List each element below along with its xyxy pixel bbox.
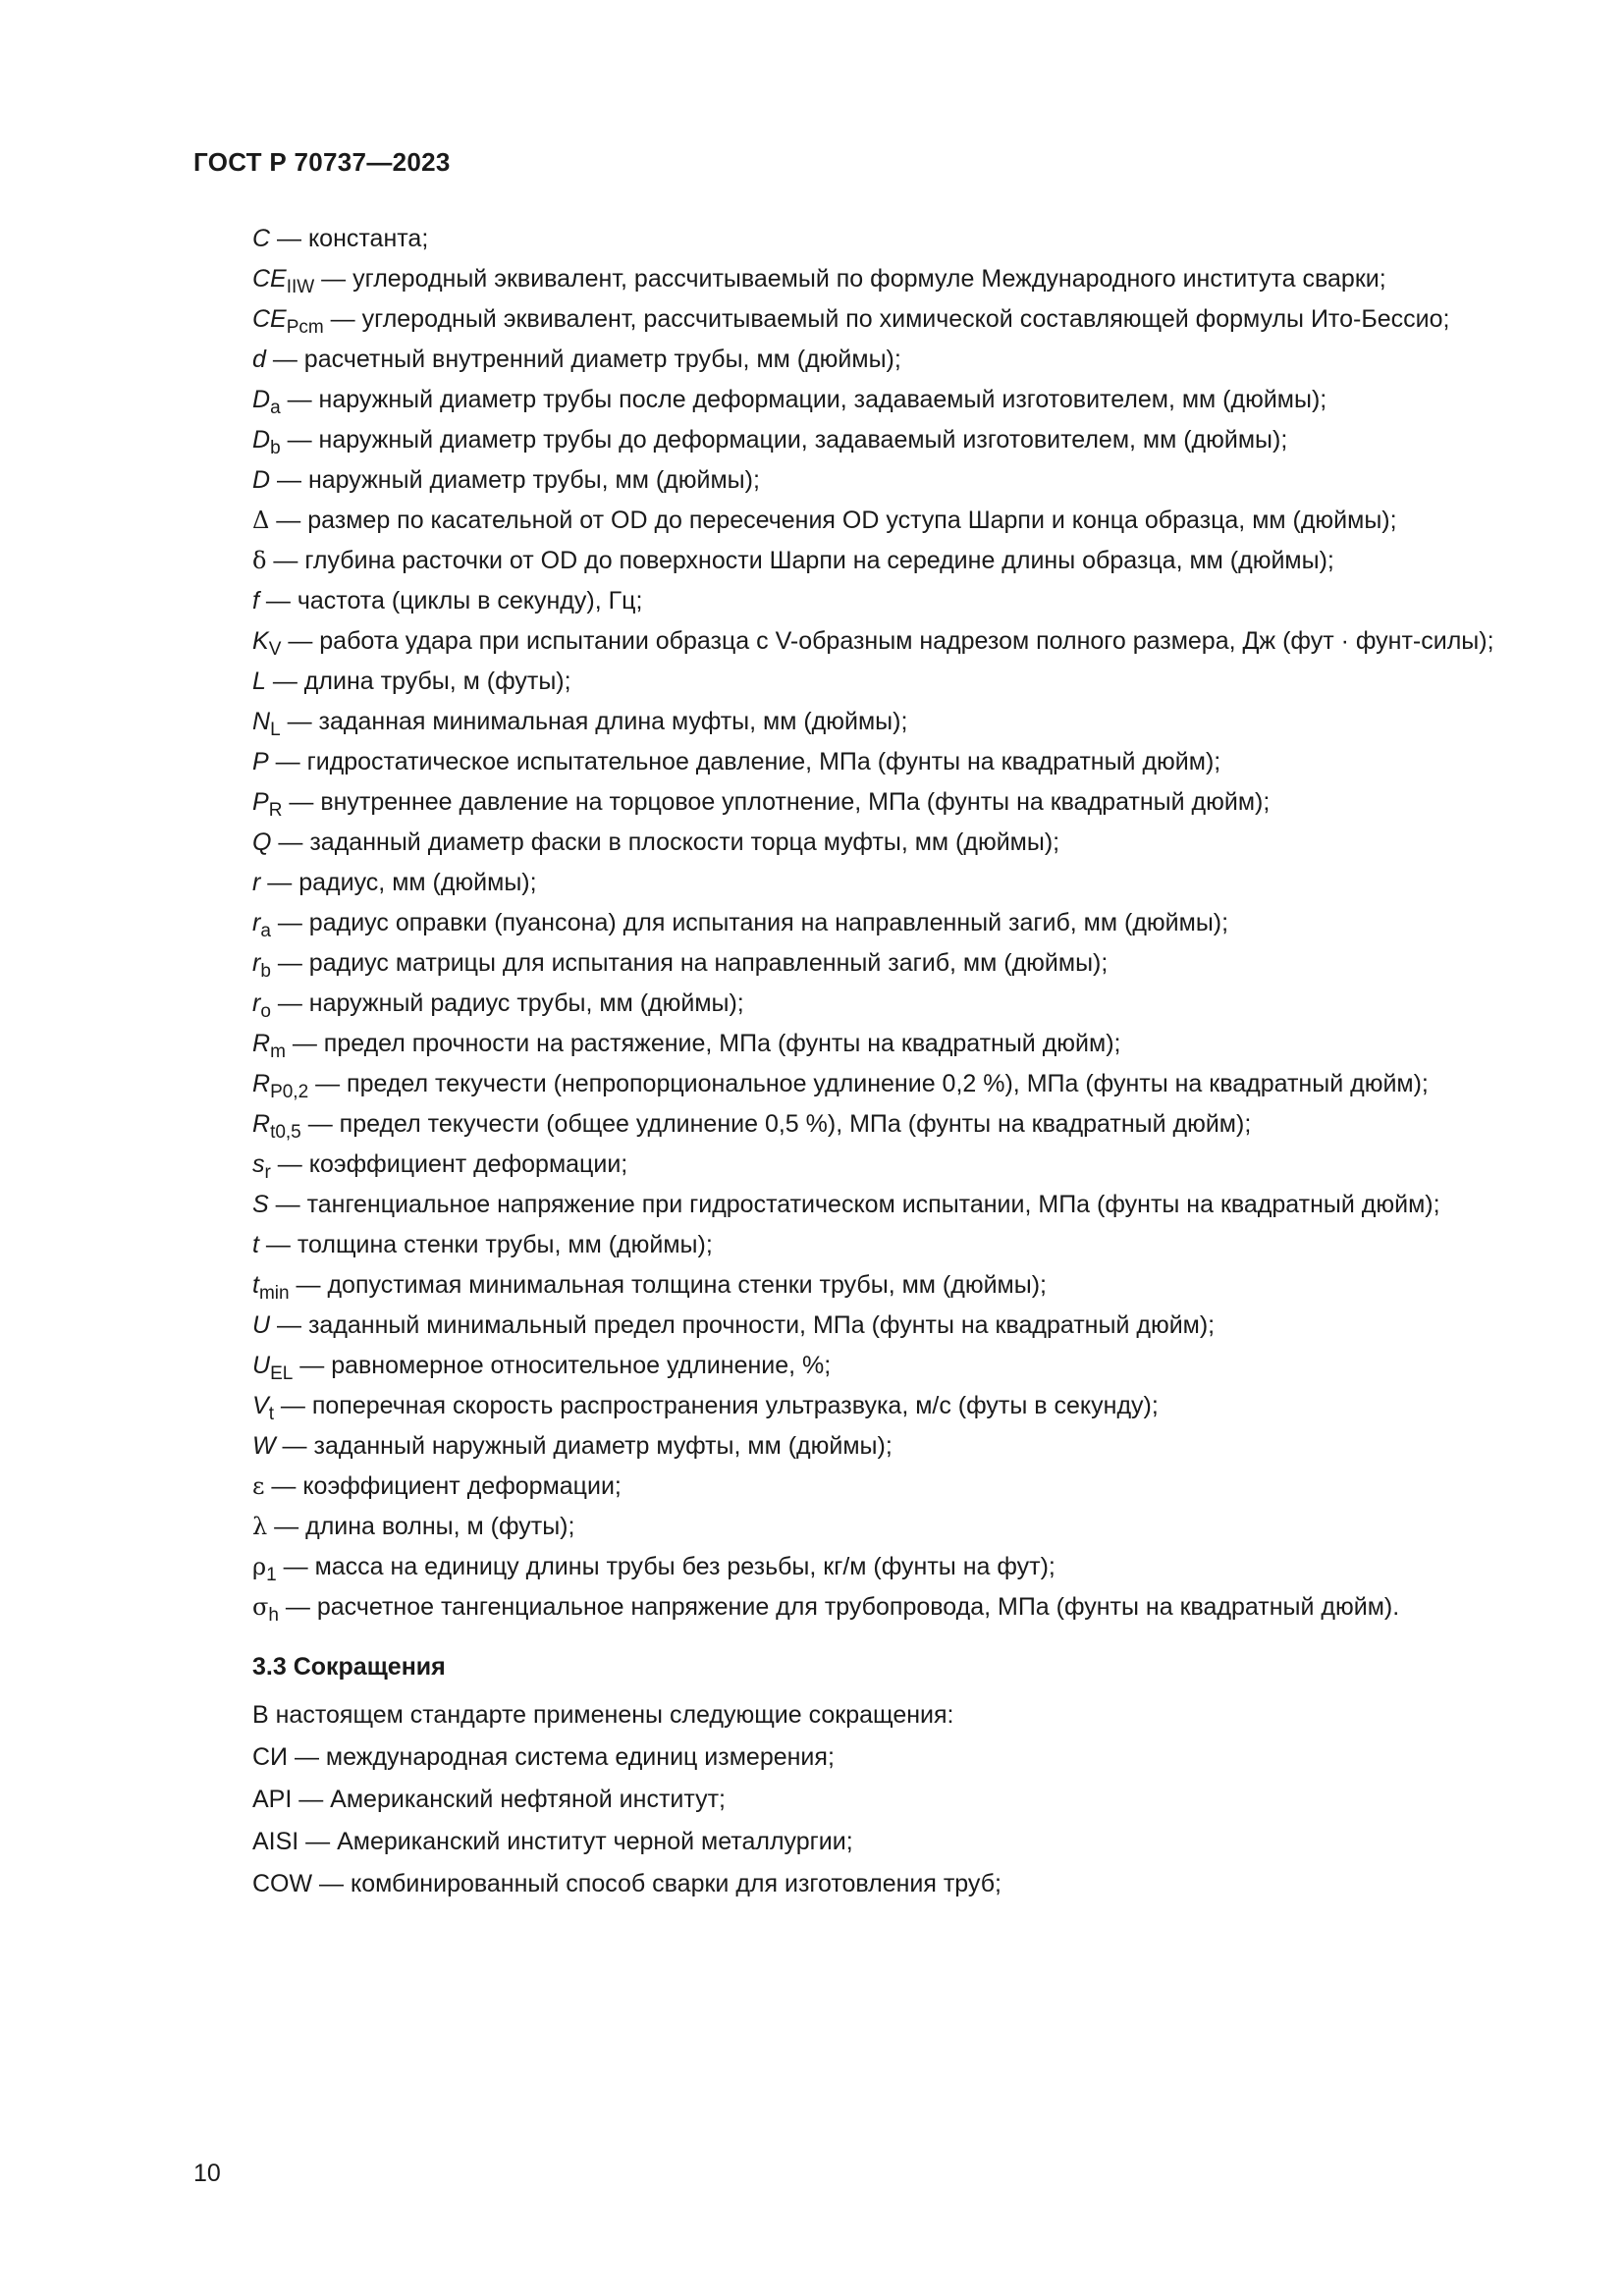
- definition-text: — заданная минимальная длина муфты, мм (дюймы);: [280, 708, 908, 735]
- definition-item: [193, 747, 1509, 777]
- definition-item: [193, 948, 1509, 982]
- symbol: f: [252, 587, 259, 614]
- symbol: r: [252, 869, 261, 896]
- symbol: σ: [252, 1593, 269, 1621]
- symbol-subscript: t: [268, 1404, 274, 1424]
- definition-text: — предел текучести (непропорциональное удлинение 0,2 %), МПа (фунты на квадратный дюйм);: [308, 1070, 1429, 1097]
- definition-item: [193, 1230, 1509, 1260]
- symbol: N: [252, 708, 271, 735]
- symbol: D: [252, 466, 271, 494]
- definition-item: [193, 1149, 1509, 1183]
- definition-text: — коэффициент деформации;: [270, 1150, 628, 1178]
- definition-item: [193, 264, 1509, 297]
- definition-text: — расчетное тангенциальное напряжение для трубопровода, МПа (фунты на квадратный дюйм).: [278, 1593, 1400, 1621]
- definition-text: — радиус матрицы для испытания на направленный загиб, мм (дюймы);: [270, 949, 1109, 977]
- abbreviation-item: API — Американский нефтяной институт;: [252, 1786, 726, 1813]
- definition-text: — предел текучести (общее удлинение 0,5 %), МПа (фунты на квадратный дюйм);: [300, 1110, 1252, 1138]
- definition-text: — длина трубы, м (футы);: [265, 667, 571, 695]
- definition-item: [193, 224, 1509, 254]
- definition-text: — радиус, мм (дюймы);: [260, 869, 537, 896]
- symbol: Δ: [252, 507, 270, 534]
- definition-item: [193, 465, 1509, 496]
- document-body: [193, 224, 1509, 1911]
- symbol: r: [252, 909, 261, 936]
- definition-text: — длина волны, м (футы);: [267, 1513, 575, 1540]
- definition-text: — масса на единицу длины трубы без резьбы, кг/м (фунты на фут);: [276, 1553, 1056, 1580]
- symbol-subscript: V: [268, 639, 282, 660]
- definition-item: [193, 1391, 1509, 1424]
- symbol: C: [252, 225, 271, 252]
- definition-item: [193, 868, 1509, 898]
- definition-text: — наружный радиус трубы, мм (дюймы);: [270, 989, 744, 1017]
- definition-text: — предел прочности на растяжение, МПа (фунты на квадратный дюйм);: [285, 1030, 1121, 1057]
- definition-item: [193, 1310, 1509, 1341]
- definition-text: — заданный наружный диаметр муфты, мм (дюймы);: [275, 1432, 893, 1460]
- definition-text: — глубина расточки от OD до поверхности Шарпи на середине длины образца, мм (дюймы);: [266, 547, 1334, 574]
- symbol-subscript: o: [260, 1001, 271, 1022]
- definition-item: [193, 304, 1509, 338]
- symbol: U: [252, 1311, 271, 1339]
- definition-item: [193, 1190, 1509, 1220]
- abbreviation-item: AISI — Американский институт черной металлургии;: [252, 1828, 853, 1855]
- symbol-subscript: EL: [270, 1363, 294, 1384]
- definition-item: [193, 1270, 1509, 1304]
- symbol: R: [252, 1070, 271, 1097]
- symbol-subscript: IIW: [286, 277, 315, 297]
- definition-text: — внутреннее давление на торцовое уплотнение, МПа (фунты на квадратный дюйм);: [282, 788, 1271, 816]
- definition-text: — наружный диаметр трубы, мм (дюймы);: [270, 466, 760, 494]
- definition-text: — углеродный эквивалент, рассчитываемый по формуле Международного института сварки;: [314, 265, 1386, 293]
- symbol: W: [252, 1432, 276, 1460]
- definition-text: — поперечная скорость распространения ультразвука, м/с (футы в секунду);: [273, 1392, 1159, 1419]
- definition-text: — допустимая минимальная толщина стенки трубы, мм (дюймы);: [289, 1271, 1047, 1299]
- symbol: r: [252, 989, 261, 1017]
- definition-item: [193, 1592, 1509, 1626]
- symbol: t: [252, 1231, 259, 1258]
- definition-text: — равномерное относительное удлинение, %;: [293, 1352, 832, 1379]
- symbol: U: [252, 1352, 271, 1379]
- definition-item: [193, 1109, 1509, 1143]
- section-intro: В настоящем стандарте применены следующие сокращения:: [252, 1701, 954, 1729]
- definition-item: [193, 506, 1509, 536]
- page-number: 10: [193, 2160, 221, 2187]
- page-header: ГОСТ Р 70737—2023: [193, 147, 451, 177]
- symbol: P: [252, 748, 269, 775]
- symbol: V: [252, 1392, 269, 1419]
- abbreviation-item: СИ — международная система единиц измерения;: [252, 1743, 835, 1771]
- definition-item: [193, 908, 1509, 941]
- definition-item: [193, 546, 1509, 576]
- definition-item: [193, 707, 1509, 740]
- definition-text: — размер по касательной от OD до пересечения OD уступа Шарпи и конца образца, мм (дюймы);: [269, 507, 1397, 534]
- symbol-subscript: m: [270, 1041, 286, 1062]
- definition-text: — константа;: [270, 225, 429, 252]
- symbol: L: [252, 667, 266, 695]
- definition-item: [193, 425, 1509, 458]
- symbol-subscript: h: [268, 1605, 279, 1626]
- definition-text: — заданный минимальный предел прочности, МПа (фунты на квадратный дюйм);: [270, 1311, 1216, 1339]
- symbol-subscript: b: [270, 438, 281, 458]
- definition-item: [193, 787, 1509, 821]
- definition-item: [193, 1029, 1509, 1062]
- definition-item: [193, 385, 1509, 418]
- symbol-subscript: t0,5: [270, 1122, 301, 1143]
- definition-text: — тангенциальное напряжение при гидростатическом испытании, МПа (фунты на квадратный дюйм);: [268, 1191, 1440, 1218]
- symbol: r: [252, 949, 261, 977]
- symbol-subscript: a: [270, 398, 281, 418]
- definition-item: [193, 1552, 1509, 1585]
- abbreviation-item: COW — комбинированный способ сварки для изготовления труб;: [252, 1870, 1001, 1897]
- definition-item: [193, 1351, 1509, 1384]
- symbol-subscript: b: [260, 961, 271, 982]
- definition-text: — углеродный эквивалент, рассчитываемый по химической составляющей формулы Ито-Бессио;: [323, 305, 1450, 333]
- definition-text: — работа удара при испытании образца с V-образным надрезом полного размера, Дж (фут · фунт-силы);: [281, 627, 1494, 655]
- symbol: P: [252, 788, 269, 816]
- definition-item: [193, 345, 1509, 375]
- definition-text: — заданный диаметр фаски в плоскости торца муфты, мм (дюймы);: [271, 828, 1060, 856]
- symbol: s: [252, 1150, 265, 1178]
- symbol: Q: [252, 828, 272, 856]
- definition-item: [193, 1471, 1509, 1502]
- definition-text: — радиус оправки (пуансона) для испытания на направленный загиб, мм (дюймы);: [270, 909, 1229, 936]
- definition-text: — коэффициент деформации;: [264, 1472, 622, 1500]
- definition-item: [193, 1512, 1509, 1542]
- section-title: 3.3 Сокращения: [252, 1653, 446, 1681]
- symbol: CE: [252, 305, 287, 333]
- symbol-subscript: min: [258, 1283, 290, 1304]
- definition-text: — частота (циклы в секунду), Гц;: [258, 587, 643, 614]
- symbol: d: [252, 346, 266, 373]
- definition-item: [193, 626, 1509, 660]
- symbol: S: [252, 1191, 269, 1218]
- symbol: K: [252, 627, 269, 655]
- definition-item: [193, 1069, 1509, 1102]
- symbol-subscript: 1: [266, 1565, 277, 1585]
- definition-item: [193, 988, 1509, 1022]
- definition-item: [193, 828, 1509, 858]
- definition-text: — наружный диаметр трубы до деформации, задаваемый изготовителем, мм (дюймы);: [280, 426, 1288, 454]
- symbol: D: [252, 426, 271, 454]
- symbol-subscript: a: [260, 921, 271, 941]
- definition-text: — расчетный внутренний диаметр трубы, мм (дюймы);: [265, 346, 901, 373]
- symbol-subscript: R: [268, 800, 283, 821]
- definition-item: [193, 1431, 1509, 1462]
- symbol: ε: [252, 1472, 265, 1500]
- symbol-subscript: P0,2: [270, 1082, 309, 1102]
- definition-text: — наружный диаметр трубы после деформации, задаваемый изготовителем, мм (дюймы);: [280, 386, 1327, 413]
- symbol-subscript: r: [264, 1162, 271, 1183]
- definition-text: — гидростатическое испытательное давление, МПа (фунты на квадратный дюйм);: [268, 748, 1221, 775]
- symbol-subscript: Pcm: [286, 317, 324, 338]
- symbol: D: [252, 386, 271, 413]
- symbol: λ: [252, 1513, 268, 1540]
- symbol-subscript: L: [270, 720, 281, 740]
- symbol-definitions-list: [193, 224, 1509, 1626]
- symbol: R: [252, 1110, 271, 1138]
- definition-item: [193, 667, 1509, 697]
- symbol: ρ: [252, 1553, 267, 1580]
- symbol: t: [252, 1271, 259, 1299]
- abbreviations-list: [193, 1742, 1509, 1899]
- symbol: CE: [252, 265, 287, 293]
- definition-text: — толщина стенки трубы, мм (дюймы);: [258, 1231, 713, 1258]
- definition-item: [193, 586, 1509, 616]
- symbol: R: [252, 1030, 271, 1057]
- symbol: δ: [252, 547, 267, 574]
